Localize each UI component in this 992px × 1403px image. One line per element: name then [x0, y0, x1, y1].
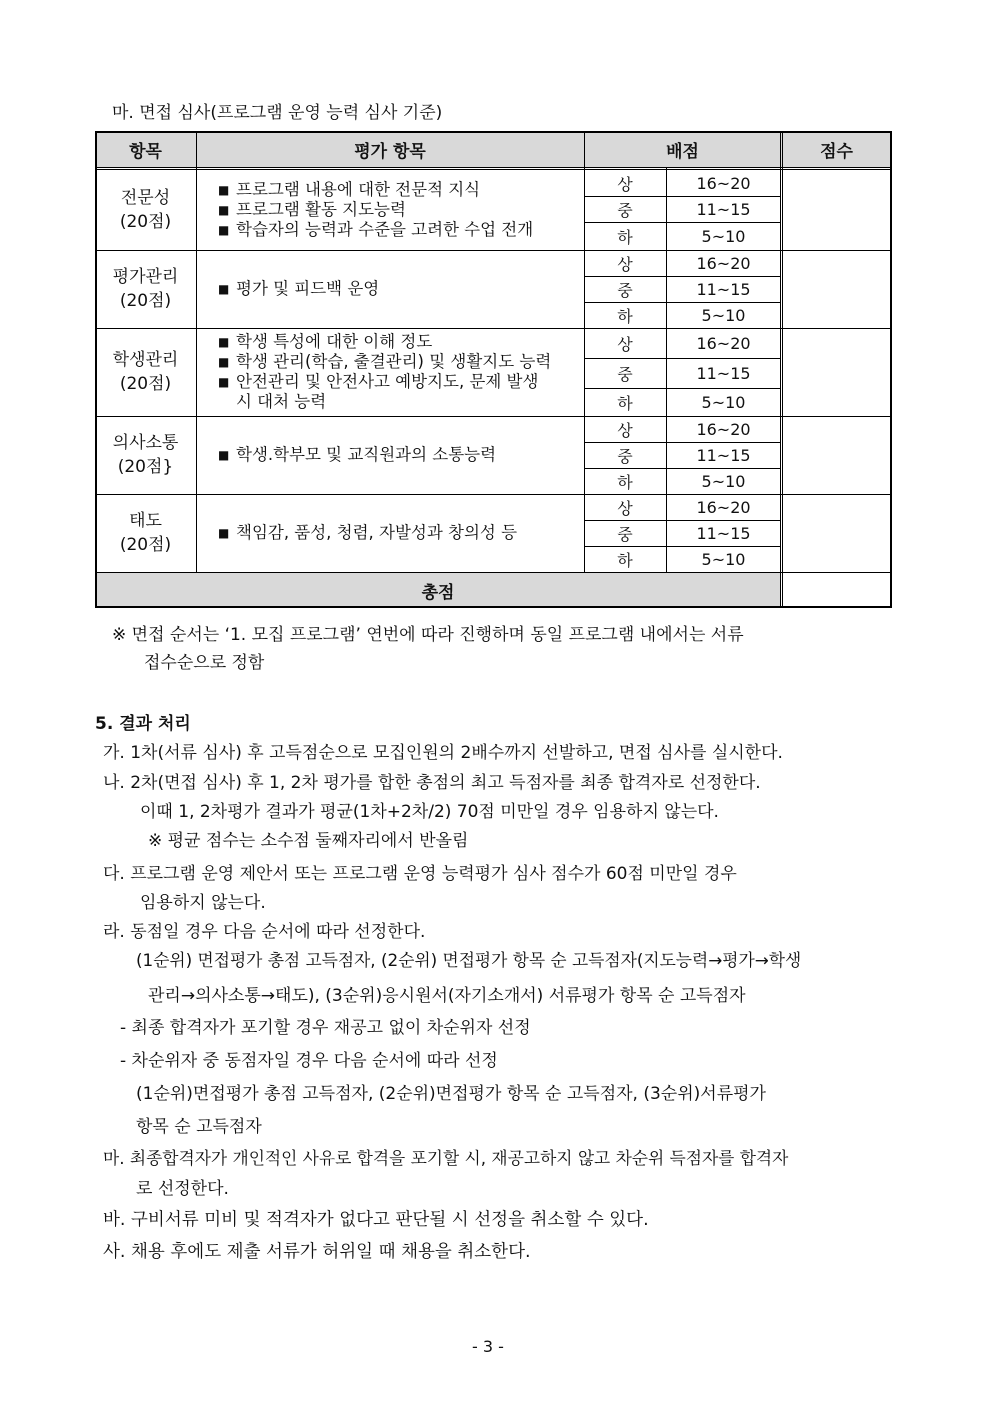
range-cell: 16~20: [696, 419, 751, 439]
criteria-cell: [196, 170, 584, 250]
row-points: (20점}: [117, 457, 174, 477]
bullet-icon: ■: [218, 183, 230, 197]
interview-evaluation-table: [95, 131, 892, 608]
range-cell: 5~10: [701, 305, 746, 325]
row-divider: [95, 494, 892, 495]
body-line: (1순위) 면접평가 총점 고득점자, (2순위) 면접평가 항목 순 고득점자(지도능력→평가→학생: [136, 950, 802, 970]
range-cell: 5~10: [701, 392, 746, 412]
grade-cell: 하: [617, 393, 633, 413]
bullet-icon: ■: [218, 355, 230, 369]
bullet-icon: ■: [218, 203, 230, 217]
grade-cell: 상: [617, 174, 633, 194]
table-caption: 마. 면접 심사(프로그램 운영 능력 심사 기준): [112, 103, 443, 123]
row-name: 학생관리: [112, 350, 179, 370]
grade-cell: 중: [617, 524, 633, 544]
grade-cell: 중: [617, 280, 633, 300]
grade-divider: [584, 196, 781, 197]
body-line: 다. 프로그램 운영 제안서 또는 프로그램 운영 능력평가 심사 점수가 60점 미만일 경우: [103, 864, 737, 884]
range-cell: 5~10: [701, 471, 746, 491]
row-name-cell: [95, 328, 196, 416]
table-border: [95, 606, 892, 608]
criteria-item: ■ 책임감, 품성, 청렴, 자발성과 창의성 등: [218, 523, 518, 542]
body-line: 로 선정한다.: [136, 1179, 229, 1199]
total-label: 총점: [95, 572, 781, 608]
range-cell: 16~20: [696, 253, 751, 273]
grade-cell: 하: [617, 306, 633, 326]
row-points: (20점): [119, 374, 172, 394]
row-divider: [95, 572, 892, 573]
table-border: [95, 131, 892, 133]
body-line: - 최종 합격자가 포기할 경우 재공고 없이 차순위자 선정: [120, 1018, 531, 1038]
grade-cell: 하: [617, 227, 633, 247]
bullet-icon: ■: [218, 282, 230, 296]
header-divider: [95, 169, 892, 170]
header-criteria: 평가 항목: [196, 131, 584, 168]
grade-divider: [584, 468, 781, 469]
header-divider: [95, 167, 892, 168]
page-number: - 3 -: [472, 1337, 504, 1356]
row-name: 평가관리: [112, 267, 179, 287]
criteria-cell: [196, 250, 584, 328]
range-cell: 5~10: [701, 226, 746, 246]
range-cell: 11~15: [696, 523, 751, 543]
row-name-cell: [95, 170, 196, 250]
body-line: ※ 평균 점수는 소수점 둘째자리에서 반올림: [148, 831, 469, 851]
grade-divider: [584, 276, 781, 277]
criteria-item: ■ 프로그램 내용에 대한 전문적 지식: [218, 180, 481, 199]
body-line: 라. 동점일 경우 다음 순서에 따라 선정한다.: [103, 922, 426, 942]
criteria-item: ■ 프로그램 활동 지도능력: [218, 200, 406, 219]
grade-cell: 상: [617, 420, 633, 440]
table-border: [95, 131, 97, 608]
range-cell: 16~20: [696, 497, 751, 517]
bullet-icon: ■: [218, 375, 230, 389]
body-line: - 차순위자 중 동점자일 경우 다음 순서에 따라 선정: [120, 1051, 498, 1071]
row-points: (20점): [119, 291, 172, 311]
range-cell: 16~20: [696, 173, 751, 193]
criteria-item: ■ 평가 및 피드백 운영: [218, 279, 380, 298]
table-border: [890, 131, 892, 608]
range-cell: 5~10: [701, 549, 746, 569]
column-divider: [780, 131, 781, 608]
grade-divider: [584, 358, 781, 359]
range-cell: 11~15: [696, 199, 751, 219]
grade-cell: 중: [617, 364, 633, 384]
grade-divider: [584, 546, 781, 547]
body-line: 관리→의사소통→태도), (3순위)응시원서(자기소개서) 서류평가 항목 순 고득점자: [148, 986, 746, 1006]
grade-divider: [584, 442, 781, 443]
row-name: 의사소통: [112, 433, 179, 453]
row-points: (20점): [119, 212, 172, 232]
criteria-item: ■ 학생 특성에 대한 이해 정도: [218, 332, 433, 351]
column-divider: [196, 131, 197, 572]
criteria-item: ■ 안전관리 및 안전사고 예방지도, 문제 발생: [218, 372, 539, 391]
body-line: 사. 채용 후에도 제출 서류가 허위일 때 채용을 취소한다.: [103, 1242, 531, 1262]
grade-cell: 중: [617, 446, 633, 466]
bullet-icon: ■: [218, 448, 230, 462]
grade-divider: [584, 222, 781, 223]
criteria-item: ■ 학생.학부모 및 교직원과의 소통능력: [218, 445, 497, 464]
grade-divider: [584, 302, 781, 303]
row-divider: [95, 328, 892, 329]
body-line: 가. 1차(서류 심사) 후 고득점순으로 모집인원의 2배수까지 선발하고, 면접 심사를 실시한다.: [103, 743, 783, 763]
grade-cell: 상: [617, 498, 633, 518]
body-line: (1순위)면접평가 총점 고득점자, (2순위)면접평가 항목 순 고득점자, (3순위)서류평가: [136, 1084, 766, 1104]
row-name: 전문성: [120, 188, 171, 208]
header-allocation: 배점: [584, 131, 781, 168]
row-name-cell: [95, 250, 196, 328]
grade-cell: 상: [617, 334, 633, 354]
range-cell: 11~15: [696, 445, 751, 465]
note-line: ※ 면접 순서는 ‘1. 모집 프로그램’ 연번에 따라 진행하며 동일 프로그램 내에서는 서류: [112, 625, 744, 645]
bullet-icon: ■: [218, 335, 230, 349]
criteria-cell: [196, 328, 584, 416]
row-name: 태도: [129, 511, 162, 531]
column-divider: [782, 131, 783, 608]
section-title: 5. 결과 처리: [95, 714, 191, 734]
bullet-icon: ■: [218, 223, 230, 237]
range-cell: 11~15: [696, 363, 751, 383]
grade-cell: 하: [617, 550, 633, 570]
grade-divider: [584, 520, 781, 521]
grade-divider: [584, 388, 781, 389]
grade-cell: 상: [617, 254, 633, 274]
body-line: 마. 최종합격자가 개인적인 사유로 합격을 포기할 시, 재공고하지 않고 차순위 득점자를 합격자: [103, 1148, 789, 1168]
body-line: 나. 2차(면접 심사) 후 1, 2차 평가를 합한 총점의 최고 득점자를 최종 합격자로 선정한다.: [103, 773, 761, 793]
body-line: 임용하지 않는다.: [140, 893, 266, 913]
header-score: 점수: [781, 131, 892, 168]
header-item: 항목: [95, 131, 196, 168]
grade-cell: 중: [617, 200, 633, 220]
row-divider: [95, 416, 892, 417]
criteria-cell: [196, 494, 584, 572]
column-divider: [666, 168, 667, 572]
range-cell: 11~15: [696, 279, 751, 299]
column-divider: [584, 131, 585, 572]
criteria-item: ■ 학생 관리(학습, 출결관리) 및 생활지도 능력: [218, 352, 552, 371]
note-line: 접수순으로 정함: [144, 653, 265, 673]
row-divider: [95, 250, 892, 251]
body-line: 바. 구비서류 미비 및 적격자가 없다고 판단될 시 선정을 취소할 수 있다.: [103, 1210, 649, 1230]
criteria-item: ■ 학습자의 능력과 수준을 고려한 수업 전개: [218, 220, 534, 239]
criteria-item-continued: 시 대처 능력: [236, 392, 327, 411]
criteria-cell: [196, 416, 584, 494]
row-points: (20점): [119, 535, 172, 555]
bullet-icon: ■: [218, 526, 230, 540]
grade-cell: 하: [617, 472, 633, 492]
row-name-cell: [95, 416, 196, 494]
body-line: 항목 순 고득점자: [136, 1117, 262, 1137]
body-line: 이때 1, 2차평가 결과가 평균(1차+2차/2) 70점 미만일 경우 임용하지 않는다.: [140, 802, 719, 822]
range-cell: 16~20: [696, 333, 751, 353]
row-name-cell: [95, 494, 196, 572]
